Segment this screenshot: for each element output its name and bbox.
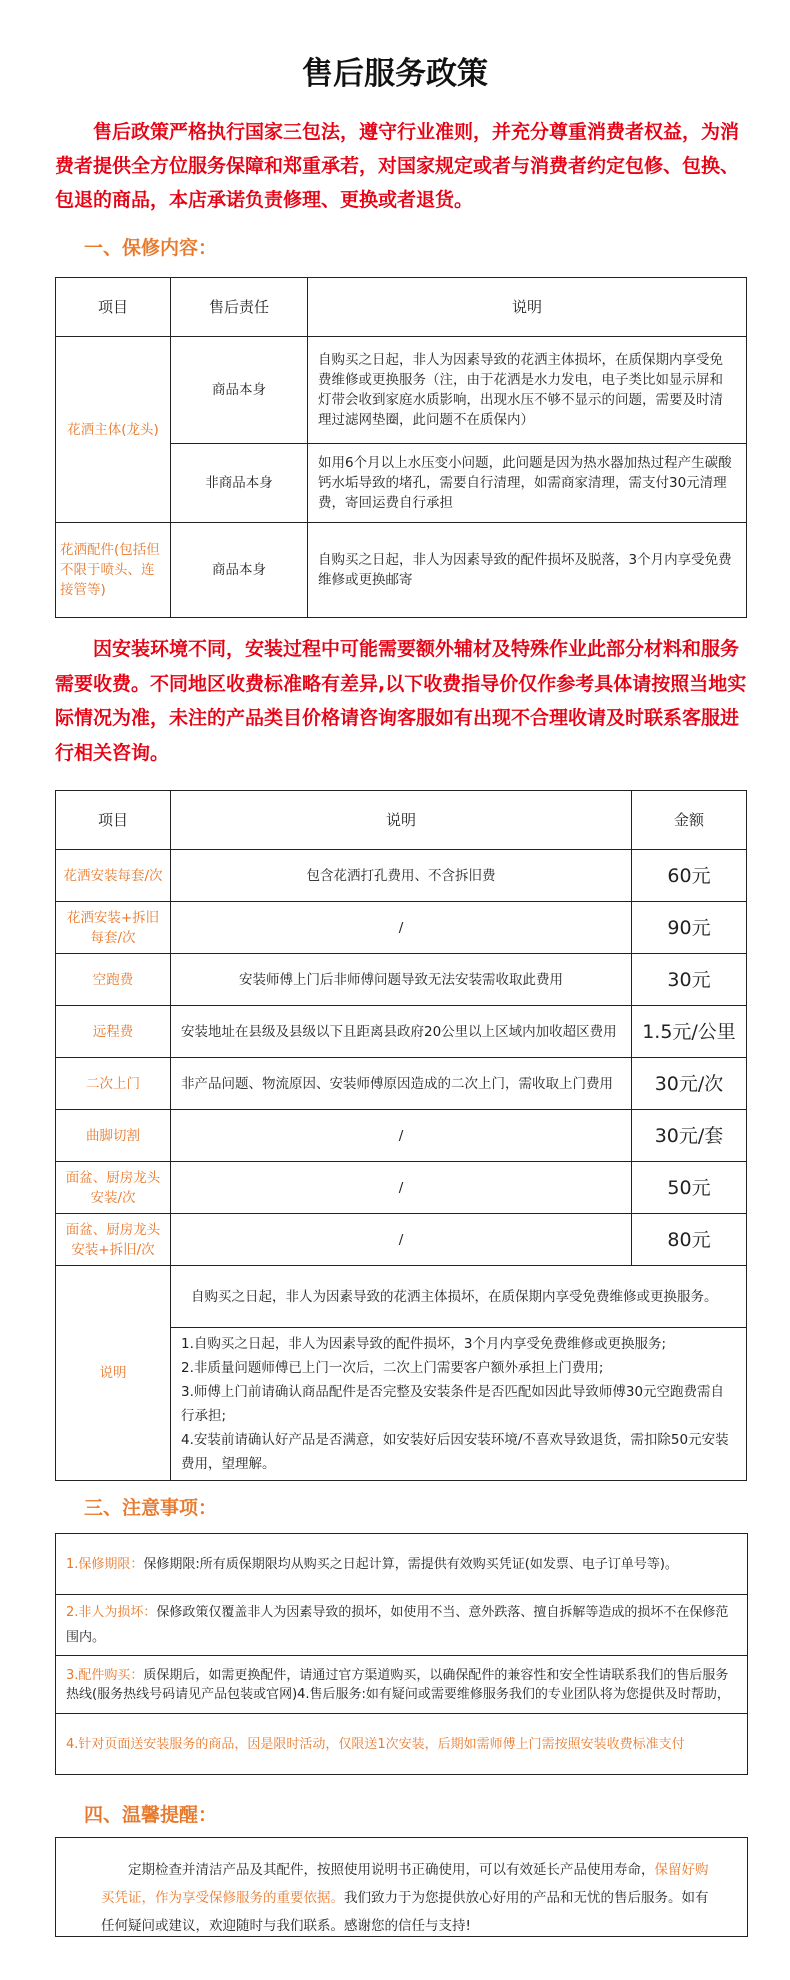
description: 如用6个月以上水压变小问题，此问题是因为热水器加热过程产生碳酸钙水垢导致的堵孔，需要自行清理，如需商家清理，需支付30元清理费，寄回运费自行承担	[308, 444, 747, 523]
description: 自购买之日起，非人为因素导致的配件损坏及脱落，3个月内享受免费维修或更换邮寄	[308, 523, 747, 618]
fee-amount: 80元	[632, 1214, 747, 1266]
fee-item: 曲脚切割	[56, 1110, 171, 1162]
fee-item: 面盆、厨房龙头安装/次	[56, 1162, 171, 1214]
note-label: 2.非人为损坏：	[66, 1605, 157, 1620]
responsibility: 非商品本身	[171, 444, 308, 523]
responsibility: 商品本身	[171, 337, 308, 444]
note-text: 保修期限:所有质保期限均从购买之日起计算，需提供有效购买凭证(如发票、电子订单号等)。	[143, 1556, 678, 1572]
note-label: 3.配件购买：	[66, 1667, 144, 1683]
fee-item: 远程费	[56, 1006, 171, 1058]
fee-row	[56, 1110, 747, 1162]
note-label: 4.针对页面送安装服务的商品，因是限时活动，仅限送1次安装，后期如需师傅上门需按照安装收费标准支付	[66, 1736, 685, 1752]
fee-item: 面盆、厨房龙头安装+拆旧/次	[56, 1214, 171, 1266]
page-title: 售后服务政策	[302, 56, 488, 92]
fee-row	[56, 1214, 747, 1266]
fee-description: 安装地址在县级及县级以下且距离县政府20公里以上区域内加收超区费用	[171, 1006, 632, 1058]
item-shower-body: 花洒主体(龙头)	[56, 337, 171, 523]
note-text: 保修政策仅覆盖非人为因素导致的损坏，如使用不当、意外跌落、擅自拆解等造成的损坏不在保修范围内。	[66, 1605, 729, 1645]
fee-amount: 90元	[632, 902, 747, 954]
remark-item: 4.安装前请确认好产品是否满意，如安装好后因安装环境/不喜欢导致退货，需扣除50元安装费用，望理解。	[181, 1432, 729, 1472]
header-description: 说明	[308, 278, 747, 337]
header-amount: 金额	[632, 791, 747, 850]
fee-row	[56, 954, 747, 1006]
header-description: 说明	[171, 791, 632, 850]
header-item: 项目	[56, 278, 171, 337]
responsibility: 商品本身	[171, 523, 308, 618]
fee-row	[56, 850, 747, 902]
fee-item: 空跑费	[56, 954, 171, 1006]
intro-paragraph: 售后政策严格执行国家三包法，遵守行业准则，并充分尊重消费者权益，为消费者提供全方位服务保障和郑重承若，对国家规定或者与消费者约定包修、包换、包退的商品，本店承诺负责修理、更换或者退货。	[55, 121, 740, 211]
fee-description: /	[171, 1110, 632, 1162]
note-label: 1.保修期限：	[66, 1556, 144, 1572]
header-item: 项目	[56, 791, 171, 850]
fee-row	[56, 1006, 747, 1058]
fee-item: 花洒安装+拆旧每套/次	[56, 902, 171, 954]
fee-description: 安装师傅上门后非师傅问题导致无法安装需收取此费用	[171, 954, 632, 1006]
fee-table	[55, 790, 747, 1481]
fee-item: 花洒安装每套/次	[56, 850, 171, 902]
fee-item: 二次上门	[56, 1058, 171, 1110]
fee-row	[56, 1162, 747, 1214]
warranty-table	[55, 277, 747, 618]
fee-amount: 30元	[632, 954, 747, 1006]
fee-row	[56, 1058, 747, 1110]
fee-description: 非产品问题、物流原因、安装师傅原因造成的二次上门，需收取上门费用	[171, 1058, 632, 1110]
fee-description: /	[171, 902, 632, 954]
note-text: 质保期后，如需更换配件，请通过官方渠道购买，以确保配件的兼容性和安全性请联系我们的售后服务热线(服务热线号码请见产品包装或官网)4.售后服务:如有疑问或需要维修服务我们的专业团队将为您提供及时帮助，	[66, 1667, 730, 1702]
item-shower-parts: 花洒配件(包括但不限于喷头、连接管等)	[56, 523, 171, 618]
remark-main: 自购买之日起，非人为因素导致的花洒主体损坏，在质保期内享受免费维修或更换服务。	[171, 1266, 747, 1328]
fee-amount: 50元	[632, 1162, 747, 1214]
fee-description: /	[171, 1214, 632, 1266]
tips-box	[55, 1837, 748, 1937]
description: 自购买之日起，非人为因素导致的花洒主体损坏，在质保期内享受免费维修或更换服务（注，由于花洒是水力发电，电子类比如显示屏和灯带会收到家庭水质影响，出现水压不够不显示的问题，需要及时清理过滤网垫圈，此问题不在质保内）	[308, 337, 747, 444]
fee-amount: 30元/套	[632, 1110, 747, 1162]
tips-text: 定期检查并清洁产品及其配件，按照使用说明书正确使用，可以有效延长产品使用寿命，	[128, 1862, 655, 1878]
remark-item: 2.非质量问题师傅已上门一次后，二次上门需要客户额外承担上门费用;	[181, 1360, 604, 1376]
section-heading-notes: 三、注意事项：	[84, 1497, 218, 1519]
remark-item: 3.师傅上门前请确认商品配件是否完整及安装条件是否匹配如因此导致师傅30元空跑费需自行承担;	[181, 1384, 725, 1424]
tips-highlight: 保留好购买凭证，作为享受保修服务的重要依据。	[101, 1862, 709, 1906]
fee-amount: 60元	[632, 850, 747, 902]
install-fee-notice: 因安装环境不同，安装过程中可能需要额外辅材及特殊作业此部分材料和服务需要收费。不同地区收费标准略有差异,以下收费指导价仅作参考具体请按照当地实际情况为准，未注的产品类目价格请咨询客服如有出现不合理收请及时联系客服进行相关咨询。	[55, 638, 747, 764]
section-heading-tips: 四、温馨提醒：	[84, 1804, 218, 1826]
fee-amount: 30元/次	[632, 1058, 747, 1110]
remark-list	[171, 1328, 747, 1481]
remark-item: 1.自购买之日起，非人为因素导致的配件损坏，3个月内享受免费维修或更换服务;	[181, 1336, 667, 1352]
fee-description: /	[171, 1162, 632, 1214]
notes-box	[55, 1533, 748, 1775]
fee-row	[56, 902, 747, 954]
remark-label: 说明	[56, 1266, 171, 1481]
fee-amount: 1.5元/公里	[632, 1006, 747, 1058]
fee-description: 包含花洒打孔费用、不含拆旧费	[171, 850, 632, 902]
header-responsibility: 售后责任	[171, 278, 308, 337]
tips-text: 我们致力于为您提供放心好用的产品和无忧的售后服务。如有任何疑问或建议，欢迎随时与我们联系。感谢您的信任与支持!	[101, 1890, 709, 1934]
section-heading-warranty: 一、保修内容：	[84, 237, 218, 259]
